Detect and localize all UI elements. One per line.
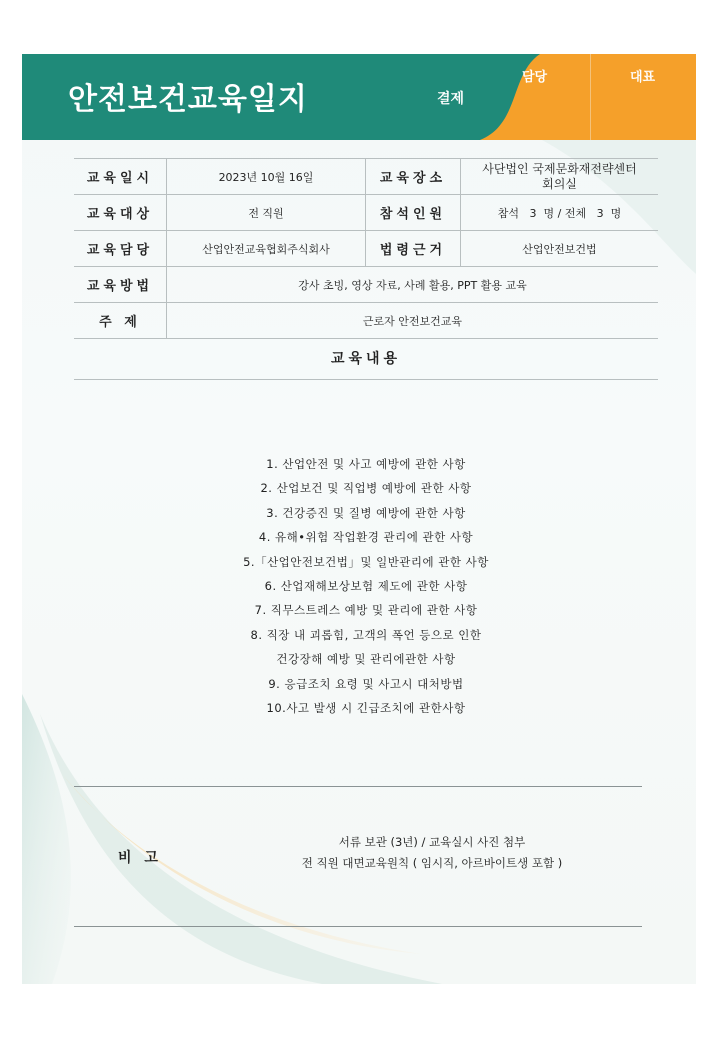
method-label: 교육방법	[74, 267, 167, 303]
page-title: 안전보건교육일지	[68, 82, 308, 117]
list-item: 건강장해 예방 및 관리에관한 사항	[276, 652, 456, 667]
attend-value: 참석 3 명 / 전체 3 명	[461, 195, 659, 231]
target-label: 교육대상	[74, 195, 167, 231]
subject-label: 주 제	[74, 303, 167, 339]
document-page	[22, 54, 696, 984]
remarks-bottom-divider	[74, 926, 642, 927]
instructor-label: 교육담당	[74, 231, 167, 267]
approval-col-ceo: 대표	[630, 70, 656, 85]
header-bar	[22, 54, 696, 140]
list-item: 2. 산업보건 및 직업병 예방에 관한 사항	[260, 481, 472, 496]
date-label: 교육일시	[74, 159, 167, 195]
attend-label: 참석인원	[366, 195, 461, 231]
remarks-top-divider	[74, 786, 642, 787]
approval-box	[480, 54, 696, 140]
place-label: 교육장소	[366, 159, 461, 195]
list-item: 9. 응급조치 요령 및 사고시 대처방법	[268, 676, 464, 691]
approval-divider	[590, 54, 591, 140]
approval-col-manager: 담당	[522, 70, 548, 85]
remarks-line2: 전 직원 대면교육원칙 ( 임시직, 아르바이트생 포함 )	[301, 856, 563, 870]
content-divider	[74, 379, 658, 380]
content-title: 교육내용	[330, 351, 402, 367]
info-table	[74, 158, 658, 339]
list-item: 10.사고 발생 시 긴급조치에 관한사항	[266, 701, 466, 716]
list-item: 8. 직장 내 괴롭힘, 고객의 폭언 등으로 인한	[250, 627, 482, 642]
list-item: 7. 직무스트레스 예방 및 관리에 관한 사항	[254, 603, 478, 618]
instructor-value: 산업안전교육협회주식회사	[167, 231, 366, 267]
remarks-line1: 서류 보관 (3년) / 교육실시 사진 첨부	[338, 835, 526, 849]
list-item: 4. 유해•위험 작업환경 관리에 관한 사항	[258, 530, 474, 545]
place-value	[461, 159, 659, 195]
remarks-label: 비 고	[118, 850, 162, 866]
target-value: 전 직원	[167, 195, 366, 231]
date-value: 2023년 10월 16일	[167, 159, 366, 195]
list-item: 3. 건강증진 및 질병 예방에 관한 사항	[266, 505, 466, 520]
law-label: 법령근거	[366, 231, 461, 267]
remarks-text	[222, 832, 642, 874]
list-item: 5.「산업안전보건법」및 일반관리에 관한 사항	[243, 554, 489, 569]
approval-label: 결제	[437, 91, 465, 107]
place-value-line1: 사단법인 국제문화재전략센터	[482, 161, 637, 176]
method-value: 강사 초빙, 영상 자료, 사례 활용, PPT 활용 교육	[167, 267, 659, 303]
content-list	[74, 452, 658, 720]
list-item: 6. 산업재해보상보험 제도에 관한 사항	[264, 579, 468, 594]
list-item: 1. 산업안전 및 사고 예방에 관한 사항	[266, 457, 466, 471]
subject-value: 근로자 안전보건교육	[167, 303, 659, 339]
law-value: 산업안전보건법	[461, 231, 659, 267]
place-value-line2: 회의실	[542, 176, 577, 191]
